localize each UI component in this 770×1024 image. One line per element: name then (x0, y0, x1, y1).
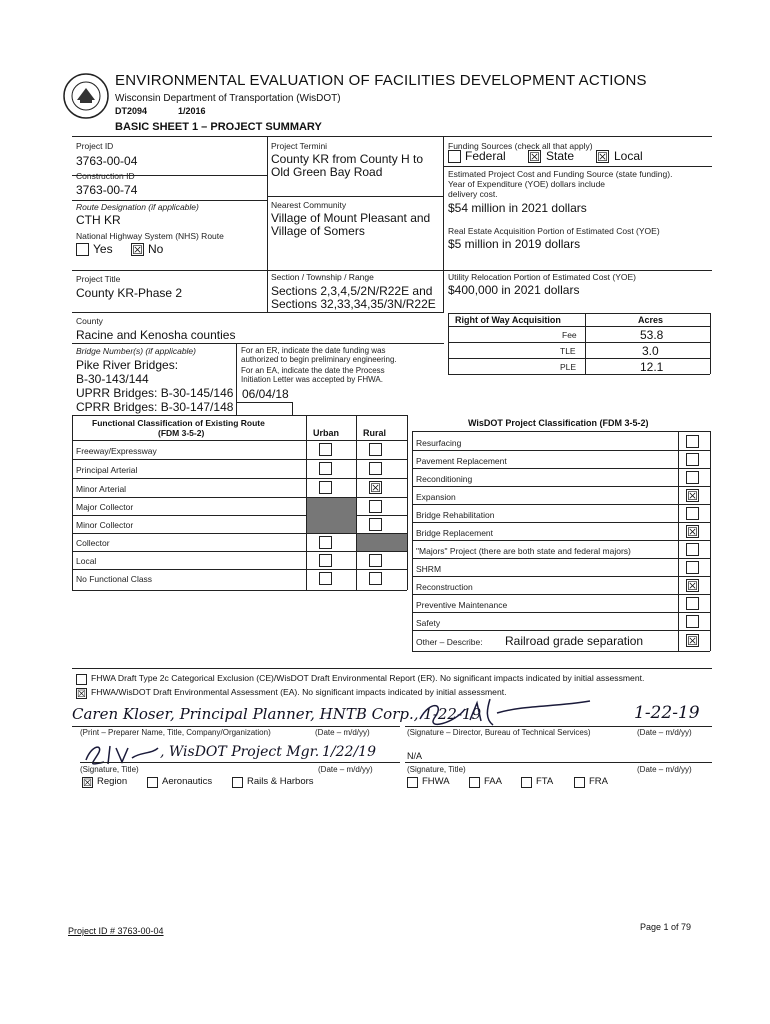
fc-row-collector: Collector (76, 538, 110, 548)
na-value: N/A (407, 751, 423, 761)
class-bridge-rehab-checkbox[interactable] (686, 507, 699, 520)
bridge-line-2: B-30-143/144 (76, 372, 149, 386)
construction-id-label: Construction ID (76, 171, 135, 181)
class-preventive-maintenance: Preventive Maintenance (416, 600, 508, 610)
class-majors-checkbox[interactable] (686, 543, 699, 556)
row-acres-fee: 53.8 (640, 328, 664, 342)
termini-label: Project Termini (271, 141, 328, 151)
pm-title-handwritten: , WisDOT Project Mgr. (160, 744, 320, 760)
ce-er-option: FHWA Draft Type 2c Categorical Exclusion (CE)/WisDOT Draft Environmental Report (ER). No significant impacts indicated by initial assessment. (91, 673, 645, 683)
footer-page: Page 1 of 79 (640, 922, 692, 932)
funding-label: Funding Sources (check all that apply) (448, 141, 593, 151)
pm-date-handwritten: 1/22/19 (322, 744, 376, 760)
fc-rural-minor-collector-checkbox[interactable] (369, 518, 382, 531)
director-caption: (Signature – Director, Bureau of Technical Services) (407, 728, 591, 737)
class-reconstruction-checkbox[interactable]: ☒ (687, 579, 698, 593)
bridge-note-3: For an EA, indicate the date the Process (241, 366, 385, 375)
utility-label: Utility Relocation Portion of Estimated Cost (YOE) (448, 272, 637, 282)
nhs-no-checkbox[interactable]: ☒ (132, 243, 143, 257)
ea-checkbox[interactable]: ☒ (77, 689, 86, 700)
ea-option: FHWA/WisDOT Draft Environmental Assessment (EA). No significant impacts indicated by initial assessment. (91, 687, 507, 697)
nhs-yes-checkbox[interactable] (76, 243, 89, 256)
region-checkbox[interactable]: ☒ (83, 778, 92, 789)
row-type-ple: PLE (560, 362, 577, 372)
termini-line-1: County KR from County H to (271, 152, 424, 166)
footer-project-id: Project ID # 3763-00-04 (68, 926, 164, 936)
class-reconditioning-checkbox[interactable] (686, 471, 699, 484)
class-safety-checkbox[interactable] (686, 615, 699, 628)
wisdot-seal-logo (62, 72, 110, 120)
rails-checkbox[interactable] (232, 777, 243, 788)
pe-date: 06/04/18 (242, 387, 289, 401)
bridge-note-4: Initiation Letter was accepted by FHWA. (241, 375, 383, 384)
class-resurfacing: Resurfacing (416, 438, 462, 448)
cost-label-3: delivery cost. (448, 189, 498, 199)
director-date: 1-22-19 (634, 703, 700, 723)
preparer-date-caption: (Date – m/d/yy) (315, 728, 370, 737)
fhwa-label: FHWA (422, 776, 450, 787)
fc-urban-major-collector-shade (307, 498, 356, 533)
fc-urban-local-checkbox[interactable] (319, 554, 332, 567)
director-signature (415, 695, 595, 729)
construction-id-value: 3763-00-74 (76, 183, 138, 197)
class-bridge-replacement: Bridge Replacement (416, 528, 494, 538)
fc-row-local: Local (76, 556, 97, 566)
fc-row-freeway: Freeway/Expressway (76, 446, 157, 456)
class-other-value: Railroad grade separation (505, 634, 644, 648)
fc-rural-major-collector-checkbox[interactable] (369, 500, 382, 513)
county-label: County (76, 316, 103, 326)
acres-header: Acres (638, 315, 664, 325)
class-other: Other – Describe: (416, 637, 483, 647)
sheet-title: BASIC SHEET 1 – PROJECT SUMMARY (115, 121, 322, 133)
fc-urban-collector-checkbox[interactable] (319, 536, 332, 549)
class-resurfacing-checkbox[interactable] (686, 435, 699, 448)
document-title: ENVIRONMENTAL EVALUATION OF FACILITIES DEVELOPMENT ACTIONS (115, 72, 647, 89)
class-reconstruction: Reconstruction (416, 582, 473, 592)
nhs-no-label: No (148, 242, 164, 256)
fc-urban-minor-arterial-checkbox[interactable] (319, 481, 332, 494)
ce-er-checkbox[interactable] (76, 674, 87, 685)
fc-row-minor-collector: Minor Collector (76, 520, 134, 530)
row-type-tle: TLE (560, 346, 576, 356)
project-title-value: County KR-Phase 2 (76, 286, 183, 300)
community-label: Nearest Community (271, 200, 347, 210)
row-acres-tle: 3.0 (642, 344, 659, 358)
class-bridge-replacement-checkbox[interactable]: ☒ (687, 525, 698, 539)
rural-header: Rural (363, 428, 387, 438)
na-caption: (Signature, Title) (407, 765, 466, 774)
class-preventive-checkbox[interactable] (686, 597, 699, 610)
faa-label: FAA (484, 776, 502, 787)
federal-checkbox[interactable] (448, 150, 461, 163)
cost-label-2: Year of Expenditure (YOE) dollars include (448, 179, 606, 189)
preparer-caption: (Print – Preparer Name, Title, Company/Organization) (80, 728, 271, 737)
fc-row-no-class: No Functional Class (76, 574, 153, 584)
real-estate-label: Real Estate Acquisition Portion of Estimated Cost (YOE) (448, 226, 660, 236)
county-value: Racine and Kenosha counties (76, 328, 236, 342)
bridge-note-2: authorized to begin preliminary engineering. (241, 355, 397, 364)
fc-row-major-collector: Major Collector (76, 502, 134, 512)
fc-urban-no-class-checkbox[interactable] (319, 572, 332, 585)
region-label: Region (97, 776, 128, 787)
aeronautics-label: Aeronautics (162, 776, 213, 787)
state-label: State (546, 149, 575, 163)
class-safety: Safety (416, 618, 441, 628)
fta-checkbox[interactable] (521, 777, 532, 788)
class-reconditioning: Reconditioning (416, 474, 473, 484)
fc-rural-minor-arterial-checkbox[interactable]: ☒ (370, 481, 381, 495)
pm-caption: (Signature, Title) (80, 765, 139, 774)
fc-urban-principal-checkbox[interactable] (319, 462, 332, 475)
fra-label: FRA (589, 776, 608, 787)
urban-header: Urban (313, 428, 340, 438)
fc-rural-local-checkbox[interactable] (369, 554, 382, 567)
route-label: Route Designation (if applicable) (76, 202, 199, 212)
route-value: CTH KR (76, 213, 121, 227)
project-title-label: Project Title (76, 274, 121, 284)
aeronautics-checkbox[interactable] (147, 777, 158, 788)
faa-checkbox[interactable] (469, 777, 480, 788)
class-majors: "Majors" Project (there are both state and federal majors) (416, 546, 631, 556)
fra-checkbox[interactable] (574, 777, 585, 788)
fta-label: FTA (536, 776, 554, 787)
cost-label-1: Estimated Project Cost and Funding Source (state funding). (448, 169, 673, 179)
rails-label: Rails & Harbors (247, 776, 314, 787)
bridge-label: Bridge Number(s) (if applicable) (76, 346, 196, 356)
form-number: DT2094 (115, 106, 148, 116)
classification-title: WisDOT Project Classification (FDM 3-5-2) (468, 418, 649, 428)
community-line-2: Village of Somers (271, 224, 365, 238)
functional-title-1: Functional Classification of Existing Route (92, 418, 265, 428)
bridge-line-1: Pike River Bridges: (76, 358, 179, 372)
fc-rural-no-class-checkbox[interactable] (369, 572, 382, 585)
nhs-yes-label: Yes (93, 242, 113, 256)
fc-rural-collector-shade (357, 534, 407, 551)
federal-label: Federal (465, 149, 506, 163)
community-line-1: Village of Mount Pleasant and (271, 211, 431, 225)
functional-title-2: (FDM 3-5-2) (158, 428, 205, 438)
class-other-checkbox[interactable]: ☒ (687, 634, 698, 648)
project-id-value: 3763-00-04 (76, 154, 138, 168)
bridge-line-3: UPRR Bridges: B-30-145/146 (76, 386, 234, 400)
agency-name: Wisconsin Department of Transportation (WisDOT) (115, 93, 341, 104)
row-type-fee: Fee (562, 330, 577, 340)
local-checkbox[interactable]: ☒ (597, 150, 608, 164)
bridge-line-4: CPRR Bridges: B-30-147/148 (76, 400, 234, 414)
utility-value: $400,000 in 2021 dollars (448, 283, 580, 297)
section-line-1: Sections 2,3,4,5/2N/R22E and (271, 284, 433, 298)
class-pavement-checkbox[interactable] (686, 453, 699, 466)
fc-rural-principal-checkbox[interactable] (369, 462, 382, 475)
class-shrm: SHRM (416, 564, 442, 574)
form-date: 1/2016 (178, 106, 206, 116)
fc-row-principal-arterial: Principal Arterial (76, 465, 138, 475)
class-expansion: Expansion (416, 492, 456, 502)
pm-signature (82, 740, 162, 768)
class-bridge-rehabilitation: Bridge Rehabilitation (416, 510, 495, 520)
fc-urban-freeway-checkbox[interactable] (319, 443, 332, 456)
state-checkbox[interactable]: ☒ (529, 150, 540, 164)
row-acres-ple: 12.1 (640, 360, 664, 374)
row-header: Right of Way Acquisition (455, 315, 561, 325)
real-estate-value: $5 million in 2019 dollars (448, 237, 581, 251)
director-date-caption: (Date – m/d/yy) (637, 728, 692, 737)
preparer-handwritten: Caren Kloser, Principal Planner, HNTB Corp., 1-22-19 (72, 705, 482, 723)
local-label: Local (614, 149, 643, 163)
fhwa-checkbox[interactable] (407, 777, 418, 788)
bridge-note-1: For an ER, indicate the date funding was (241, 346, 386, 355)
na-date-caption: (Date – m/d/yy) (637, 765, 692, 774)
section-label: Section / Township / Range (271, 272, 374, 282)
cost-value: $54 million in 2021 dollars (448, 201, 587, 215)
termini-line-2: Old Green Bay Road (271, 165, 383, 179)
project-id-label: Project ID (76, 141, 114, 151)
nhs-label: National Highway System (NHS) Route (76, 231, 224, 241)
fc-rural-freeway-checkbox[interactable] (369, 443, 382, 456)
class-shrm-checkbox[interactable] (686, 561, 699, 574)
class-pavement-replacement: Pavement Replacement (416, 456, 507, 466)
class-expansion-checkbox[interactable]: ☒ (687, 489, 698, 503)
fc-row-minor-arterial: Minor Arterial (76, 484, 127, 494)
section-line-2: Sections 32,33,34,35/3N/R22E (271, 297, 436, 311)
pm-date-caption: (Date – m/d/yy) (318, 765, 373, 774)
